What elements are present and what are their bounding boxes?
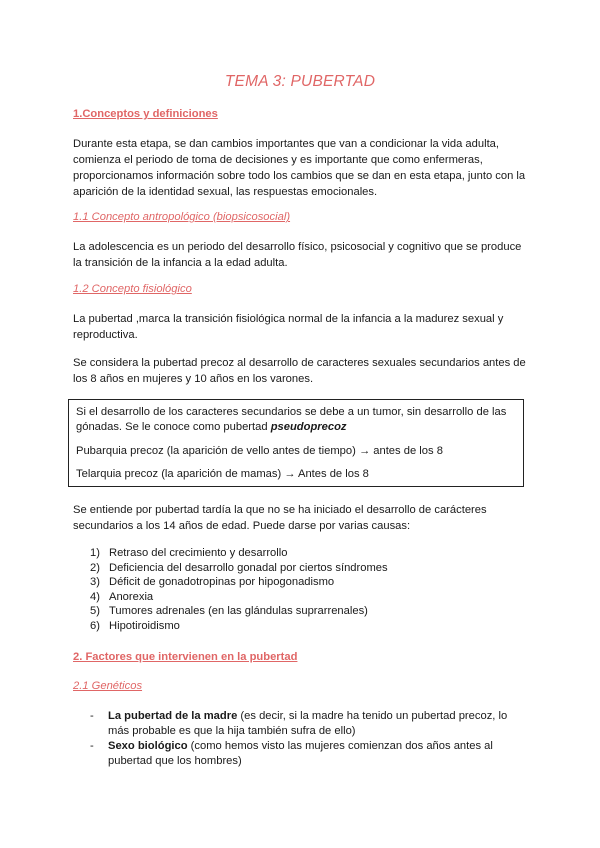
list-item bbox=[90, 739, 530, 769]
list-item-number: 1) bbox=[90, 547, 100, 559]
list-item bbox=[90, 604, 388, 619]
list-item-number: 5) bbox=[90, 605, 100, 618]
list-item-number: 2) bbox=[90, 561, 100, 574]
list-item-number: 6) bbox=[90, 619, 100, 632]
list-item-text: Hipotiroidismo bbox=[109, 619, 180, 632]
list-item bbox=[90, 709, 530, 739]
list-item-text: Anorexia bbox=[109, 590, 154, 603]
list-item bbox=[90, 575, 388, 590]
list-item-text: Deficiencia del desarrollo gonadal por ciertos síndromes bbox=[109, 561, 388, 574]
note-pubarquia: Pubarquia precoz (la aparición de vello antes de tiempo) → antes de los 8 bbox=[76, 445, 443, 457]
list-item-text: Retraso del crecimiento y desarrollo bbox=[109, 547, 288, 559]
factor-description: (como hemos visto las mujeres comienzan dos años antes al pubertad que los hombres) bbox=[108, 740, 493, 767]
subsection-heading-antropologico: 1.1 Concepto antropológico (biopsicosocial) bbox=[73, 211, 291, 223]
note-pseudoprecoz bbox=[76, 405, 516, 435]
list-item-number: 3) bbox=[90, 576, 100, 589]
page-title: TEMA 3: PUBERTAD bbox=[224, 73, 376, 90]
list-item bbox=[90, 590, 388, 605]
subsection-heading-geneticos: 2.1 Genéticos bbox=[73, 680, 143, 692]
factor-term: Sexo biológico bbox=[108, 740, 188, 752]
paragraph-pubertad-tardia: Se entiende por pubertad tardía la que no se ha iniciado el desarrollo de carácteres secundarios a los 14 años de edad. Puede darse por varias causas: bbox=[73, 504, 487, 532]
factors-list bbox=[90, 709, 530, 769]
paragraph-pubertad-precoz: Se considera la pubertad precoz al desarrollo de caracteres sexuales secundarios antes de los 8 años en mujeres y 10 años en los varones. bbox=[73, 357, 526, 385]
list-item-number: 4) bbox=[90, 590, 100, 603]
paragraph-pubertad: La pubertad ,marca la transición fisiológica normal de la infancia a la madurez sexual y reproductiva. bbox=[73, 313, 504, 341]
subsection-heading-fisiologico: 1.2 Concepto fisiológico bbox=[73, 283, 192, 295]
paragraph-adolescencia: La adolescencia es un periodo del desarrollo físico, psicosocial y cognitivo que se produce la transición de la infancia a la edad adulta. bbox=[73, 241, 522, 269]
note-telarquia: Telarquia precoz (la aparición de mamas) → Antes de los 8 bbox=[76, 468, 369, 480]
dash-bullet: - bbox=[90, 740, 94, 752]
paragraph-intro: Durante esta etapa, se dan cambios importantes que van a condicionar la vida adulta, comienza el periodo de toma de decisiones y es importante que como enfermeras, proporcionamos información sobre todo los cambios que se dan en esta etapa, junto con la aparición de la identidad sexual, las respuestas emocionales. bbox=[73, 138, 526, 198]
factor-description: (es decir, si la madre ha tenido un pubertad precoz, lo más probable es que la hija también sufra de ello) bbox=[108, 710, 508, 737]
note-pseudoprecoz-text: Si el desarrollo de los caracteres secundarios se debe a un tumor, sin desarrollo de las gónadas. Se le conoce como pubertad bbox=[76, 406, 507, 433]
list-item bbox=[90, 546, 388, 561]
factor-term: La pubertad de la madre bbox=[108, 710, 238, 722]
causes-list bbox=[90, 546, 388, 634]
section-heading-factores: 2. Factores que intervienen en la pubertad bbox=[73, 651, 298, 663]
note-box bbox=[68, 399, 524, 487]
dash-bullet: - bbox=[90, 710, 94, 722]
note-pseudoprecoz-term: pseudoprecoz bbox=[270, 421, 347, 433]
list-item bbox=[90, 619, 388, 634]
list-item-text: Déficit de gonadotropinas por hipogonadismo bbox=[109, 576, 335, 589]
list-item-text: Tumores adrenales (en las glándulas suprarrenales) bbox=[109, 605, 368, 618]
list-item bbox=[90, 561, 388, 576]
section-heading-conceptos: 1.Conceptos y definiciones bbox=[73, 108, 218, 120]
